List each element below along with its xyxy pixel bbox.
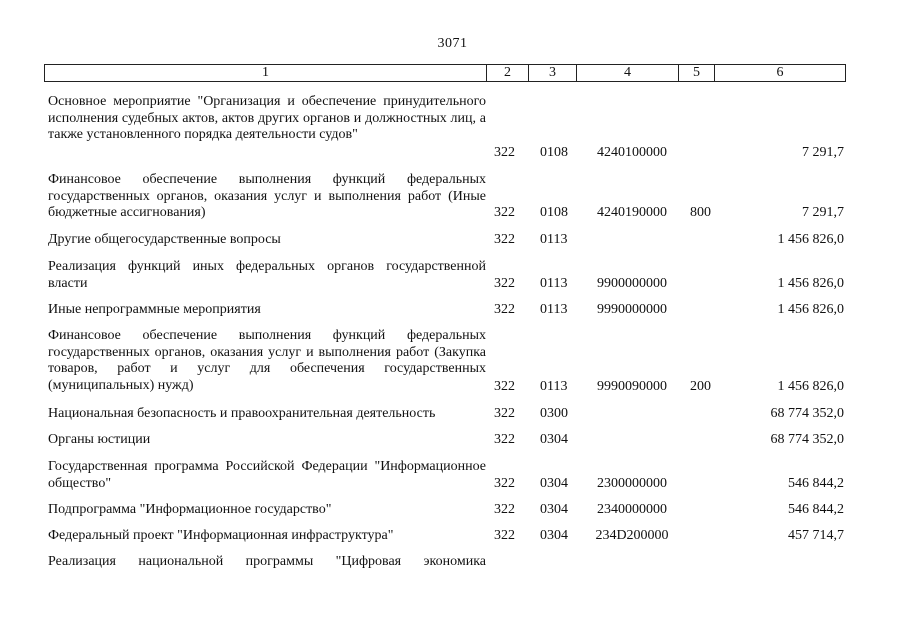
row-admin-code: 322 xyxy=(494,502,515,517)
row-amount: 1 456 826,0 xyxy=(777,232,844,247)
row-target-code: 2340000000 xyxy=(597,502,667,517)
row-amount: 457 714,7 xyxy=(788,528,844,543)
header-col-4: 4 xyxy=(577,65,679,81)
row-section-code: 0113 xyxy=(540,302,568,317)
row-section-code: 0300 xyxy=(540,406,568,421)
header-col-5: 5 xyxy=(679,65,715,81)
row-amount: 68 774 352,0 xyxy=(770,432,844,447)
row-admin-code: 322 xyxy=(494,205,515,220)
row-expense-type: 800 xyxy=(690,205,711,220)
row-target-code: 234D200000 xyxy=(595,528,669,543)
row-description: Финансовое обеспечение выполнения функций федеральных государственных органов, оказания услуг и выполнения работ (Закупка товаров, работ и услуг для обеспечения государственных (муниципальных) нужд) xyxy=(48,328,486,393)
row-section-code: 0113 xyxy=(540,379,568,394)
row-admin-code: 322 xyxy=(494,302,515,317)
row-description: Органы юстиции xyxy=(48,432,151,447)
header-col-2: 2 xyxy=(487,65,529,81)
row-amount: 7 291,7 xyxy=(802,145,844,160)
row-admin-code: 322 xyxy=(494,432,515,447)
table-header xyxy=(44,64,846,82)
row-section-code: 0304 xyxy=(540,476,568,491)
header-col-3: 3 xyxy=(529,65,577,81)
row-section-code: 0113 xyxy=(540,232,568,247)
row-target-code: 2300000000 xyxy=(597,476,667,491)
row-amount: 546 844,2 xyxy=(788,476,844,491)
row-amount: 68 774 352,0 xyxy=(770,406,844,421)
row-description: Реализация функций иных федеральных органов государственной власти xyxy=(48,259,486,291)
row-admin-code: 322 xyxy=(494,232,515,247)
row-admin-code: 322 xyxy=(494,528,515,543)
row-description: Реализация национальной программы "Цифровая экономика xyxy=(48,554,486,569)
row-description: Основное мероприятие "Организация и обеспечение принудительного исполнения судебных актов, актов других органов и должностных лиц, а также установленного порядка деятельности судов" xyxy=(48,94,486,142)
row-amount: 546 844,2 xyxy=(788,502,844,517)
row-target-code: 9990090000 xyxy=(597,379,667,394)
header-col-6: 6 xyxy=(776,65,784,80)
row-section-code: 0304 xyxy=(540,502,568,517)
row-description: Иные непрограммные мероприятия xyxy=(48,302,261,317)
row-section-code: 0304 xyxy=(540,432,568,447)
row-amount: 1 456 826,0 xyxy=(777,379,844,394)
row-expense-type: 200 xyxy=(690,379,711,394)
row-admin-code: 322 xyxy=(494,476,515,491)
row-target-code: 9990000000 xyxy=(597,302,667,317)
row-admin-code: 322 xyxy=(494,406,515,421)
header-col-1: 1 xyxy=(45,65,487,81)
row-target-code: 4240100000 xyxy=(597,145,667,160)
row-target-code: 4240190000 xyxy=(597,205,667,220)
row-section-code: 0108 xyxy=(540,145,568,160)
row-description: Федеральный проект "Информационная инфраструктура" xyxy=(48,528,394,543)
row-description: Государственная программа Российской Федерации "Информационное общество" xyxy=(48,459,486,491)
row-section-code: 0304 xyxy=(540,528,568,543)
page-number: 3071 xyxy=(437,36,468,51)
row-description: Финансовое обеспечение выполнения функций федеральных государственных органов, оказания услуг и выполнения работ (Иные бюджетные ассигнования) xyxy=(48,172,486,220)
row-section-code: 0113 xyxy=(540,276,568,291)
row-amount: 1 456 826,0 xyxy=(777,276,844,291)
row-target-code: 9900000000 xyxy=(597,276,667,291)
row-admin-code: 322 xyxy=(494,145,515,160)
row-amount: 7 291,7 xyxy=(802,205,844,220)
row-admin-code: 322 xyxy=(494,379,515,394)
row-amount: 1 456 826,0 xyxy=(777,302,844,317)
row-description: Другие общегосударственные вопросы xyxy=(48,232,281,247)
row-description: Подпрограмма "Информационное государство" xyxy=(48,502,332,517)
row-section-code: 0108 xyxy=(540,205,568,220)
row-admin-code: 322 xyxy=(494,276,515,291)
row-description: Национальная безопасность и правоохранительная деятельность xyxy=(48,406,436,421)
